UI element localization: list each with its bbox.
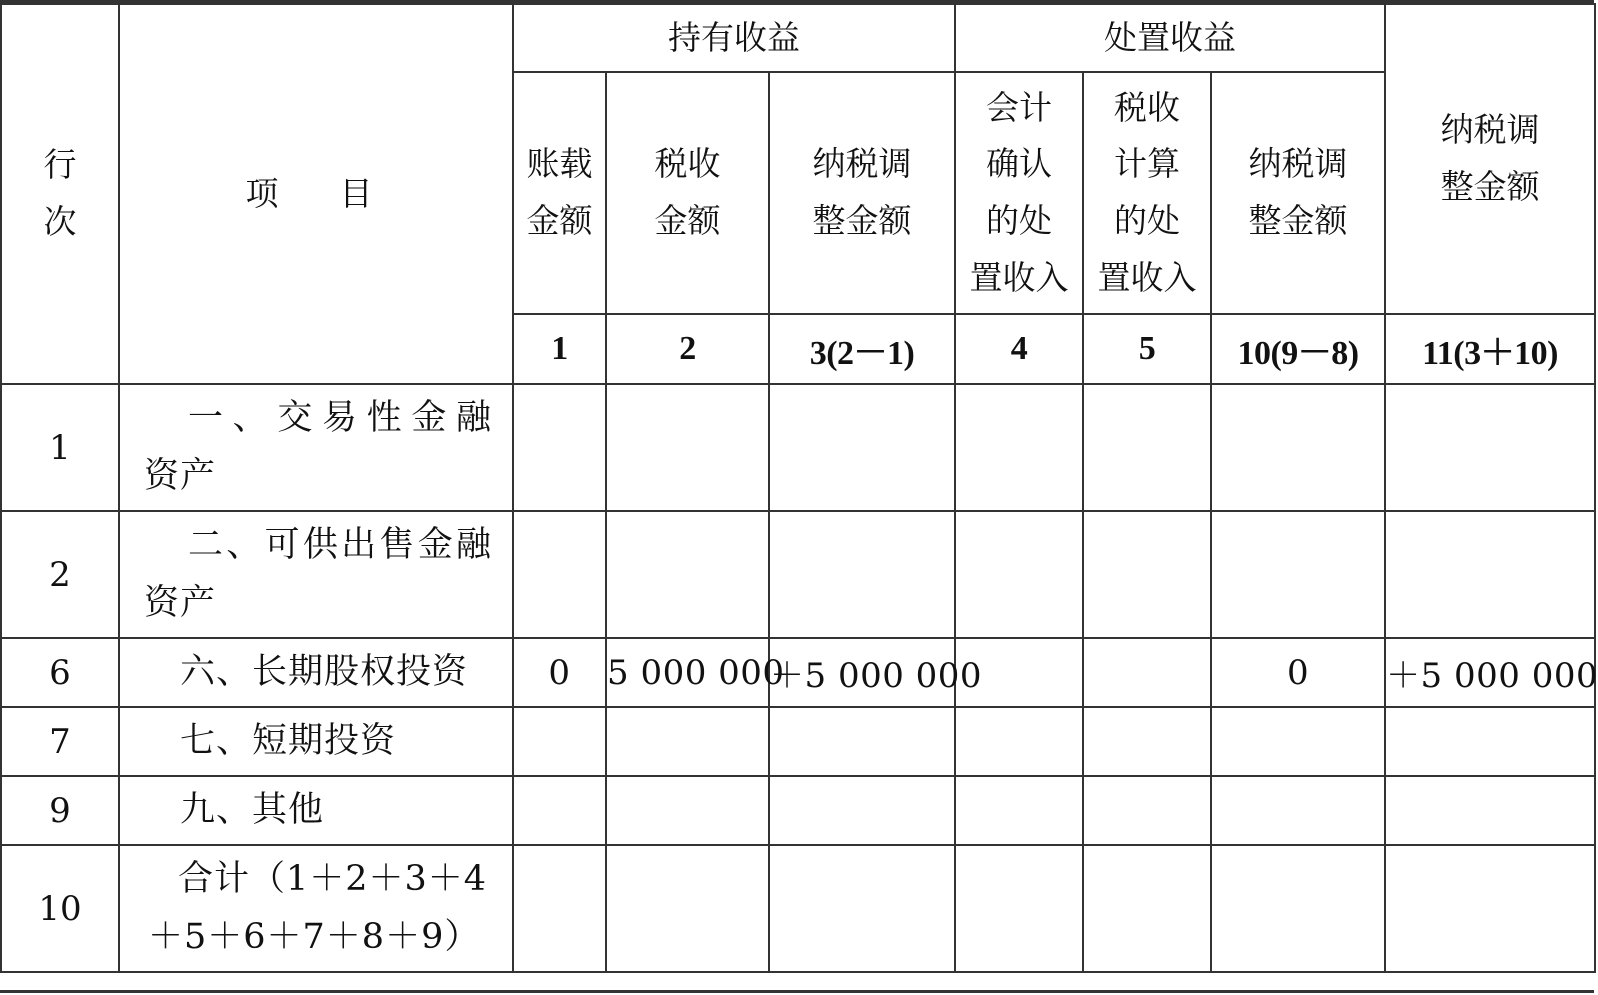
header-col6-line1: 纳税调 — [1248, 144, 1348, 184]
cell-col1 — [513, 384, 606, 511]
cell-col6 — [1211, 511, 1385, 638]
cell-col6 — [1211, 845, 1385, 972]
row-item-line2: 资产 — [144, 582, 217, 623]
cell-col2 — [606, 707, 769, 776]
header-col3-line2: 整金额 — [812, 201, 912, 240]
row-item-line2: ＋5＋6＋7＋8＋9） — [148, 916, 481, 957]
header-code-col5: 5 — [1083, 314, 1211, 384]
header-col4-line1: 会计 — [986, 87, 1053, 127]
header-col3-line1: 纳税调 — [812, 144, 912, 184]
header-col6-line2: 整金额 — [1248, 201, 1348, 240]
row-item-text: 九、其他 — [180, 789, 325, 830]
header-col2-line1: 税收 — [654, 144, 721, 184]
header-disposal-group — [955, 4, 1385, 72]
cell-col7: ＋5 000 000 — [1385, 638, 1595, 707]
header-code-col7: 11(3＋10) — [1385, 314, 1595, 384]
table-row — [1, 776, 1595, 845]
header-holding-group-label: 持有收益 — [668, 17, 801, 57]
header-col5-line1: 税收 — [1114, 87, 1181, 127]
cell-col7 — [1385, 707, 1595, 776]
row-item — [119, 384, 513, 511]
header-col7-line2: 整金额 — [1440, 167, 1540, 206]
header-row-no-line2: 次 — [43, 202, 77, 241]
header-disposal-group-label: 处置收益 — [1104, 17, 1237, 57]
row-number: 1 — [1, 384, 119, 511]
cell-col1 — [513, 707, 606, 776]
table-row — [1, 511, 1595, 638]
cell-col2 — [606, 384, 769, 511]
row-item-line1: 一、交易性金融 — [188, 397, 492, 438]
row-number: 10 — [1, 845, 119, 972]
header-code-col2: 2 — [606, 314, 769, 384]
cell-col4 — [955, 707, 1083, 776]
row-item-line1: 合计（1＋2＋3＋4 — [178, 858, 488, 899]
header-col7-line1: 纳税调 — [1440, 110, 1540, 150]
cell-col7 — [1385, 776, 1595, 845]
cell-col3 — [769, 845, 955, 972]
cell-col5 — [1083, 511, 1211, 638]
cell-col4 — [955, 384, 1083, 511]
cell-col5 — [1083, 638, 1211, 707]
row-item-line2: 资产 — [144, 455, 217, 496]
row-item — [119, 638, 513, 707]
cell-col6 — [1211, 776, 1385, 845]
header-col1-line1: 账载 — [526, 144, 593, 184]
header-col2 — [606, 72, 769, 314]
cell-col2 — [606, 776, 769, 845]
header-col6 — [1211, 72, 1385, 314]
cell-col3 — [769, 511, 955, 638]
header-col2-line2: 金额 — [654, 201, 721, 240]
row-number: 2 — [1, 511, 119, 638]
header-col4-line3: 的处 — [986, 201, 1053, 240]
header-row-group — [1, 4, 1595, 72]
cell-col6 — [1211, 384, 1385, 511]
cell-col6: 0 — [1211, 638, 1385, 707]
cell-col1: 0 — [513, 638, 606, 707]
cell-col5 — [1083, 384, 1211, 511]
cell-col5 — [1083, 707, 1211, 776]
cell-col4 — [955, 845, 1083, 972]
row-number: 9 — [1, 776, 119, 845]
cell-col1 — [513, 845, 606, 972]
table-row — [1, 707, 1595, 776]
table-bottom-rule — [0, 990, 1594, 993]
cell-col2 — [606, 845, 769, 972]
header-col1 — [513, 72, 606, 314]
row-item-line1: 二、可供出售金融 — [188, 524, 492, 565]
header-item-label: 项 目 — [245, 173, 387, 213]
header-col4-line2: 确认 — [986, 144, 1053, 184]
header-item — [119, 4, 513, 384]
cell-col2 — [606, 511, 769, 638]
row-item — [119, 707, 513, 776]
header-col3 — [769, 72, 955, 314]
cell-col1 — [513, 776, 606, 845]
header-col5-line4: 置收入 — [1097, 257, 1197, 297]
cell-col2: 5 000 000 — [606, 638, 769, 707]
cell-col3 — [769, 776, 955, 845]
table-row — [1, 384, 1595, 511]
cell-col5 — [1083, 776, 1211, 845]
row-item — [119, 845, 513, 972]
header-tax-adjust-total — [1385, 4, 1595, 314]
table-row — [1, 638, 1595, 707]
header-row-no — [1, 4, 119, 384]
row-number: 6 — [1, 638, 119, 707]
tax-adjustment-table — [0, 3, 1596, 973]
row-item-text: 七、短期投资 — [180, 720, 397, 761]
row-number: 7 — [1, 707, 119, 776]
header-code-col3: 3(2－1) — [769, 314, 955, 384]
tax-adjustment-table-page — [0, 3, 1598, 993]
cell-col7 — [1385, 845, 1595, 972]
header-col4-line4: 置收入 — [969, 257, 1069, 297]
cell-col7 — [1385, 511, 1595, 638]
row-item-text: 六、长期股权投资 — [180, 651, 469, 692]
header-col5-line2: 计算 — [1114, 144, 1181, 184]
header-col4 — [955, 72, 1083, 314]
header-holding-group — [513, 4, 955, 72]
cell-col3 — [769, 707, 955, 776]
header-code-col6: 10(9－8) — [1211, 314, 1385, 384]
cell-col1 — [513, 511, 606, 638]
cell-col3: ＋5 000 000 — [769, 638, 955, 707]
row-item — [119, 776, 513, 845]
header-code-col4: 4 — [955, 314, 1083, 384]
cell-col4 — [955, 776, 1083, 845]
header-col1-line2: 金额 — [526, 201, 593, 240]
cell-col4 — [955, 511, 1083, 638]
header-col5 — [1083, 72, 1211, 314]
cell-col5 — [1083, 845, 1211, 972]
header-code-col1: 1 — [513, 314, 606, 384]
header-col5-line3: 的处 — [1114, 201, 1181, 240]
table-row-total — [1, 845, 1595, 972]
cell-col7 — [1385, 384, 1595, 511]
row-item — [119, 511, 513, 638]
cell-col3 — [769, 384, 955, 511]
cell-col6 — [1211, 707, 1385, 776]
header-row-no-line1: 行 — [43, 145, 77, 185]
